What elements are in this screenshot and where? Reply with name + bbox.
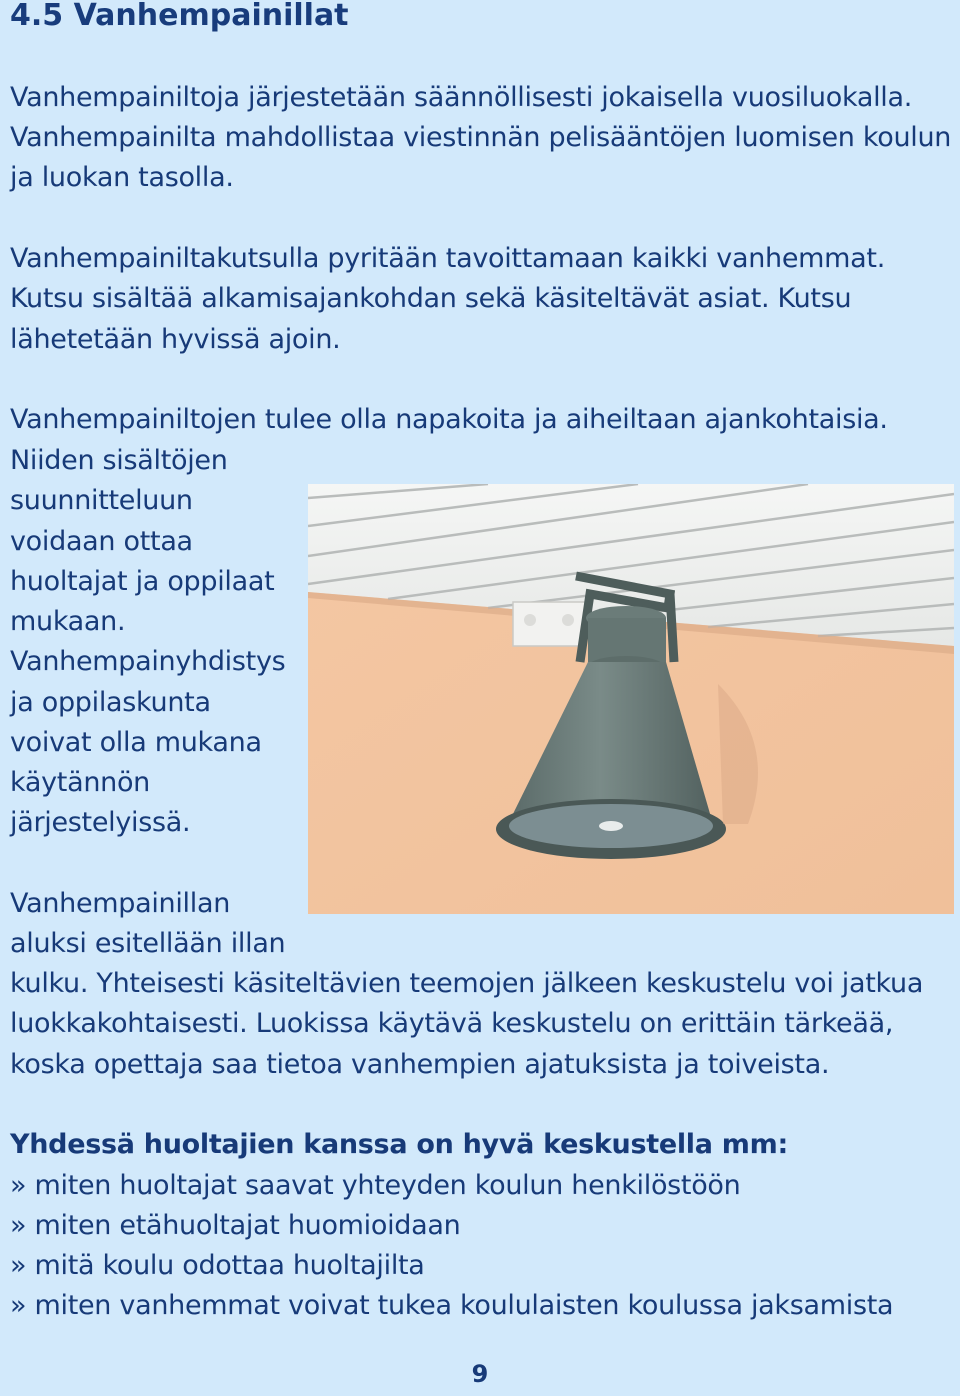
paragraph-line: Vanhempainillan xyxy=(10,888,231,919)
paragraph-line: Vanhempainiltakutsulla pyritään tavoittamaan kaikki vanhemmat. xyxy=(10,243,885,274)
paragraph-line: voidaan ottaa xyxy=(10,526,193,557)
paragraph-line: mukaan. xyxy=(10,606,126,637)
list-item: » miten vanhemmat voivat tukea koululaisten koulussa jaksamista xyxy=(10,1290,894,1321)
paragraph-line: Kutsu sisältää alkamisajankohdan sekä käsiteltävät asiat. Kutsu xyxy=(10,283,852,314)
list-item: » miten etähuoltajat huomioidaan xyxy=(10,1210,461,1241)
list-heading: Yhdessä huoltajien kanssa on hyvä keskustella mm: xyxy=(10,1129,788,1160)
page-number: 9 xyxy=(471,1360,489,1388)
paragraph-line: Vanhempainiltoja järjestetään säännöllisesti jokaisella vuosiluokalla. xyxy=(10,82,912,113)
paragraph-line: käytännön xyxy=(10,767,150,798)
paragraph-line: Vanhempainyhdistys xyxy=(10,646,286,677)
paragraph-line: luokkakohtaisesti. Luokissa käytävä keskustelu on erittäin tärkeää, xyxy=(10,1008,894,1039)
loudspeaker-photo xyxy=(308,484,954,914)
paragraph-line: lähetetään hyvissä ajoin. xyxy=(10,324,341,355)
paragraph-line: ja oppilaskunta xyxy=(10,687,211,718)
paragraph-line: kulku. Yhteisesti käsiteltävien teemojen jälkeen keskustelu voi jatkua xyxy=(10,968,924,999)
paragraph-line: koska opettaja saa tietoa vanhempien ajatuksista ja toiveista. xyxy=(10,1049,830,1080)
paragraph-line: Vanhempainiltojen tulee olla napakoita ja aiheiltaan ajankohtaisia. xyxy=(10,404,888,435)
paragraph-line: huoltajat ja oppilaat xyxy=(10,566,275,597)
paragraph-line: Vanhempainilta mahdollistaa viestinnän pelisääntöjen luomisen koulun xyxy=(10,122,952,153)
list-item: » miten huoltajat saavat yhteyden koulun henkilöstöön xyxy=(10,1170,741,1201)
paragraph-line: järjestelyissä. xyxy=(10,807,191,838)
section-heading: 4.5 Vanhempainillat xyxy=(10,0,349,33)
paragraph-line: aluksi esitellään illan xyxy=(10,928,286,959)
list-item: » mitä koulu odottaa huoltajilta xyxy=(10,1250,425,1281)
paragraph-line: suunnitteluun xyxy=(10,485,193,516)
paragraph-line: ja luokan tasolla. xyxy=(10,162,234,193)
paragraph-line: Niiden sisältöjen xyxy=(10,445,228,476)
paragraph-line: voivat olla mukana xyxy=(10,727,262,758)
